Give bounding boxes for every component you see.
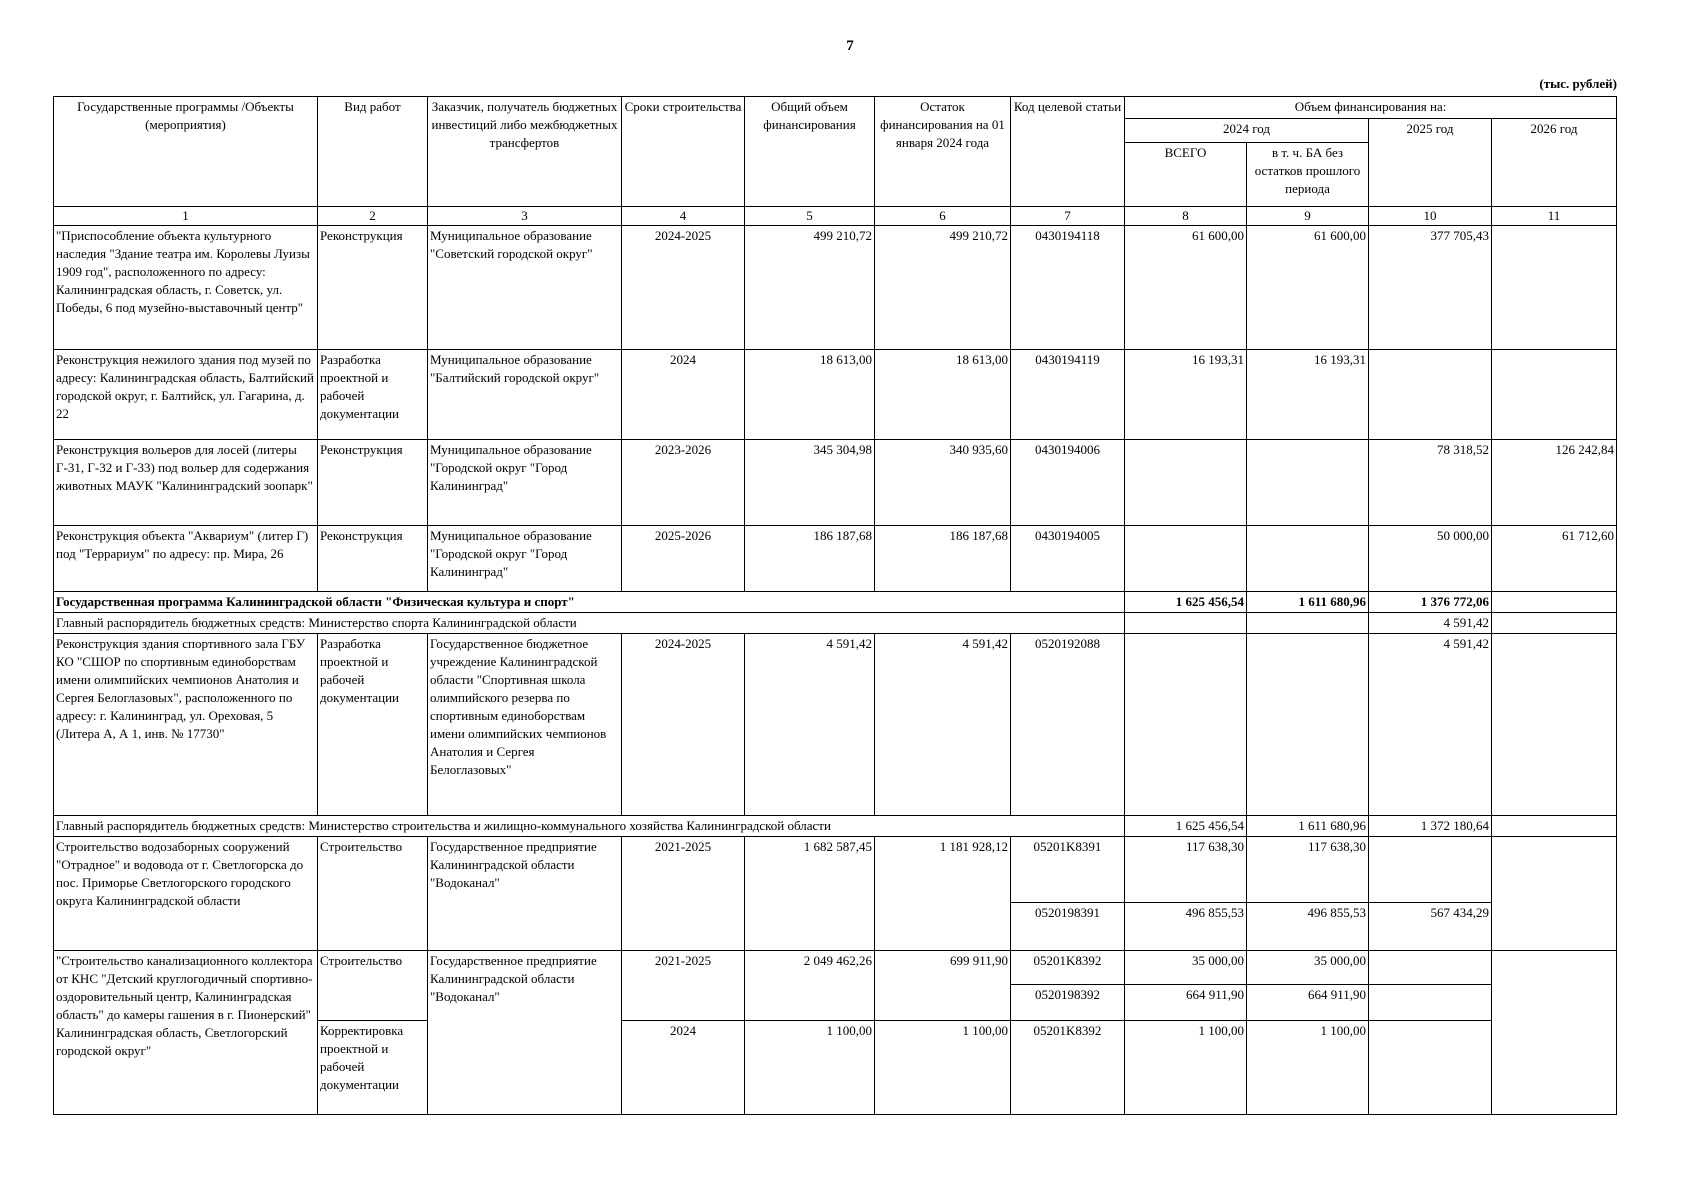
- header-2024-ba: в т. ч. БА без остатков прошлого периода: [1247, 143, 1369, 207]
- manager-2025: 1 372 180,64: [1369, 816, 1492, 837]
- customer: Государственное предприятие Калининградской области "Водоканал": [428, 837, 622, 951]
- page-number: 7: [846, 38, 854, 54]
- table-row: [54, 837, 1617, 903]
- funding-2026: 61 712,60: [1492, 526, 1617, 592]
- header-2026: 2026 год: [1492, 119, 1617, 207]
- header-terms: Сроки строительства: [622, 97, 745, 207]
- header-target-code: Код целевой статьи: [1011, 97, 1125, 207]
- funding-2024-ba: 664 911,90: [1247, 985, 1369, 1021]
- total-funding: 186 187,68: [745, 526, 875, 592]
- total-funding: 2 049 462,26: [745, 951, 875, 1021]
- column-index: 4: [622, 207, 745, 226]
- funding-2024-total: [1125, 526, 1247, 592]
- customer: Муниципальное образование "Балтийский городской округ": [428, 350, 622, 440]
- object-name: Реконструкция здания спортивного зала ГБУ КО "СШОР по спортивным единоборствам имени олимпийских чемпионов Анатолия и Сергея Белоглазовых", расположенного по адресу: г. Калининград, ул. Ореховая, 5 (Литера А, А 1, инв. № 17730": [54, 634, 318, 816]
- remaining-funding: 499 210,72: [875, 226, 1011, 350]
- funding-2024-total: 496 855,53: [1125, 903, 1247, 951]
- header-2025: 2025 год: [1369, 119, 1492, 207]
- table-row: [54, 526, 1617, 592]
- column-index: 11: [1492, 207, 1617, 226]
- column-index: 2: [318, 207, 428, 226]
- column-index: 8: [1125, 207, 1247, 226]
- manager-row: [54, 816, 1617, 837]
- manager-2024-total: 1 625 456,54: [1125, 816, 1247, 837]
- customer: Государственное бюджетное учреждение Калининградской области "Спортивная школа олимпийского резерва по спортивным единоборствам имени олимпийских чемпионов Анатолия и Сергея Белоглазовых": [428, 634, 622, 816]
- target-code: 0520198391: [1011, 903, 1125, 951]
- work-type: Разработка проектной и рабочей документации: [318, 350, 428, 440]
- funding-2025: 567 434,29: [1369, 903, 1492, 951]
- header-total-funding: Общий объем финансирования: [745, 97, 875, 207]
- total-funding: 1 100,00: [745, 1021, 875, 1115]
- work-type: Строительство: [318, 837, 428, 951]
- funding-2025: 50 000,00: [1369, 526, 1492, 592]
- column-index: 7: [1011, 207, 1125, 226]
- funding-2024-total: 664 911,90: [1125, 985, 1247, 1021]
- target-code: 05201K8392: [1011, 951, 1125, 985]
- funding-2026: [1492, 226, 1617, 350]
- target-code: 05201K8391: [1011, 837, 1125, 903]
- funding-2024-total: 1 100,00: [1125, 1021, 1247, 1115]
- funding-2025: 4 591,42: [1369, 634, 1492, 816]
- funding-2024-ba: 35 000,00: [1247, 951, 1369, 985]
- object-name: Реконструкция нежилого здания под музей по адресу: Калининградская область, Балтийский городской округ, г. Балтийск, ул. Гагарина, д. 22: [54, 350, 318, 440]
- funding-2024-total: 61 600,00: [1125, 226, 1247, 350]
- remaining-funding: 4 591,42: [875, 634, 1011, 816]
- total-funding: 499 210,72: [745, 226, 875, 350]
- work-type: Реконструкция: [318, 526, 428, 592]
- table-row: [54, 440, 1617, 526]
- object-name: "Строительство канализационного коллектора от КНС "Детский круглогодичный спортивно-оздоровительный центр, Калининградская область" до камеры гашения в г. Пионерский" Калининградская область, Светлогорский городской округ": [54, 951, 318, 1115]
- target-code: 0430194005: [1011, 526, 1125, 592]
- funding-2024-ba: 117 638,30: [1247, 837, 1369, 903]
- column-index: 1: [54, 207, 318, 226]
- total-funding: 4 591,42: [745, 634, 875, 816]
- units-label: (тыс. рублей): [1539, 76, 1617, 91]
- construction-term: 2024-2025: [622, 634, 745, 816]
- funding-2024-total: 35 000,00: [1125, 951, 1247, 985]
- column-index: 3: [428, 207, 622, 226]
- funding-2024-total: [1125, 440, 1247, 526]
- column-index: 10: [1369, 207, 1492, 226]
- funding-2026: [1492, 350, 1617, 440]
- object-name: Строительство водозаборных сооружений "Отрадное" и водовода от г. Светлогорска до пос. Приморье Светлогорского городского округа Калининградской области: [54, 837, 318, 951]
- header-work-type: Вид работ: [318, 97, 428, 207]
- customer: Муниципальное образование "Советский городской округ": [428, 226, 622, 350]
- total-funding: 18 613,00: [745, 350, 875, 440]
- column-index: 9: [1247, 207, 1369, 226]
- construction-term: 2024: [622, 1021, 745, 1115]
- work-type: Строительство: [318, 951, 428, 1021]
- table-row: [54, 951, 1617, 985]
- funding-2024-ba: [1247, 526, 1369, 592]
- customer: Государственное предприятие Калининградской области "Водоканал": [428, 951, 622, 1115]
- manager-2024-ba: 1 611 680,96: [1247, 816, 1369, 837]
- program-2024-ba: 1 611 680,96: [1247, 592, 1369, 613]
- table-row: [54, 634, 1617, 816]
- header-programs: Государственные программы /Объекты (мероприятия): [54, 97, 318, 207]
- object-name: "Приспособление объекта культурного наследия "Здание театра им. Королевы Луизы 1909 год", расположенного по адресу: Калининградская область, г. Советск, ул. Победы, 6 под музейно-выставочный центр": [54, 226, 318, 350]
- target-code: 0520198392: [1011, 985, 1125, 1021]
- table-row: [54, 226, 1617, 350]
- target-code: 0430194119: [1011, 350, 1125, 440]
- header-customer: Заказчик, получатель бюджетных инвестиций либо межбюджетных трансфертов: [428, 97, 622, 207]
- remaining-funding: 699 911,90: [875, 951, 1011, 1021]
- program-2024-total: 1 625 456,54: [1125, 592, 1247, 613]
- construction-term: 2024: [622, 350, 745, 440]
- remaining-funding: 1 181 928,12: [875, 837, 1011, 951]
- object-name: Реконструкция объекта "Аквариум" (литер Г) под "Террариум" по адресу: пр. Мира, 26: [54, 526, 318, 592]
- customer: Муниципальное образование "Городской округ "Город Калининград": [428, 440, 622, 526]
- funding-2024-ba: 496 855,53: [1247, 903, 1369, 951]
- header-2024: 2024 год: [1125, 119, 1369, 143]
- program-total-row: [54, 592, 1617, 613]
- construction-term: 2021-2025: [622, 837, 745, 951]
- object-name: Реконструкция вольеров для лосей (литеры Г-31, Г-32 и Г-33) под вольер для содержания животных МАУК "Калининградский зоопарк": [54, 440, 318, 526]
- program-label: Государственная программа Калининградской области "Физическая культура и спорт": [54, 592, 1125, 613]
- remaining-funding: 18 613,00: [875, 350, 1011, 440]
- work-type: Разработка проектной и рабочей документации: [318, 634, 428, 816]
- customer: Муниципальное образование "Городской округ "Город Калининград": [428, 526, 622, 592]
- manager-label: Главный распорядитель бюджетных средств: Министерство строительства и жилищно-коммунального хозяйства Калининградской области: [54, 816, 1125, 837]
- funding-2024-total: 16 193,31: [1125, 350, 1247, 440]
- work-type: Реконструкция: [318, 226, 428, 350]
- table-row: [54, 350, 1617, 440]
- target-code: 0430194006: [1011, 440, 1125, 526]
- construction-term: 2025-2026: [622, 526, 745, 592]
- target-code: 0520192088: [1011, 634, 1125, 816]
- total-funding: 345 304,98: [745, 440, 875, 526]
- program-2025: 1 376 772,06: [1369, 592, 1492, 613]
- construction-term: 2021-2025: [622, 951, 745, 1021]
- funding-2025: 377 705,43: [1369, 226, 1492, 350]
- work-type: Реконструкция: [318, 440, 428, 526]
- construction-term: 2023-2026: [622, 440, 745, 526]
- target-code: 05201K8392: [1011, 1021, 1125, 1115]
- funding-2024-ba: 61 600,00: [1247, 226, 1369, 350]
- funding-2026: 126 242,84: [1492, 440, 1617, 526]
- remaining-funding: 340 935,60: [875, 440, 1011, 526]
- construction-term: 2024-2025: [622, 226, 745, 350]
- funding-2025: 78 318,52: [1369, 440, 1492, 526]
- manager-label: Главный распорядитель бюджетных средств: Министерство спорта Калининградской области: [54, 613, 1125, 634]
- manager-2025: 4 591,42: [1369, 613, 1492, 634]
- total-funding: 1 682 587,45: [745, 837, 875, 951]
- funding-2024-ba: 1 100,00: [1247, 1021, 1369, 1115]
- remaining-funding: 186 187,68: [875, 526, 1011, 592]
- funding-2024-ba: 16 193,31: [1247, 350, 1369, 440]
- funding-2025: [1369, 350, 1492, 440]
- funding-2024-total: 117 638,30: [1125, 837, 1247, 903]
- column-index: 6: [875, 207, 1011, 226]
- target-code: 0430194118: [1011, 226, 1125, 350]
- manager-row: [54, 613, 1617, 634]
- header-remaining: Остаток финансирования на 01 января 2024 года: [875, 97, 1011, 207]
- program-2026: [1492, 592, 1617, 613]
- header-funding-volume: Объем финансирования на:: [1125, 97, 1617, 119]
- remaining-funding: 1 100,00: [875, 1021, 1011, 1115]
- funding-2024-ba: [1247, 440, 1369, 526]
- work-type: Корректировка проектной и рабочей документации: [318, 1021, 428, 1115]
- column-index: 5: [745, 207, 875, 226]
- budget-table: [53, 96, 1617, 1115]
- header-2024-total: ВСЕГО: [1125, 143, 1247, 207]
